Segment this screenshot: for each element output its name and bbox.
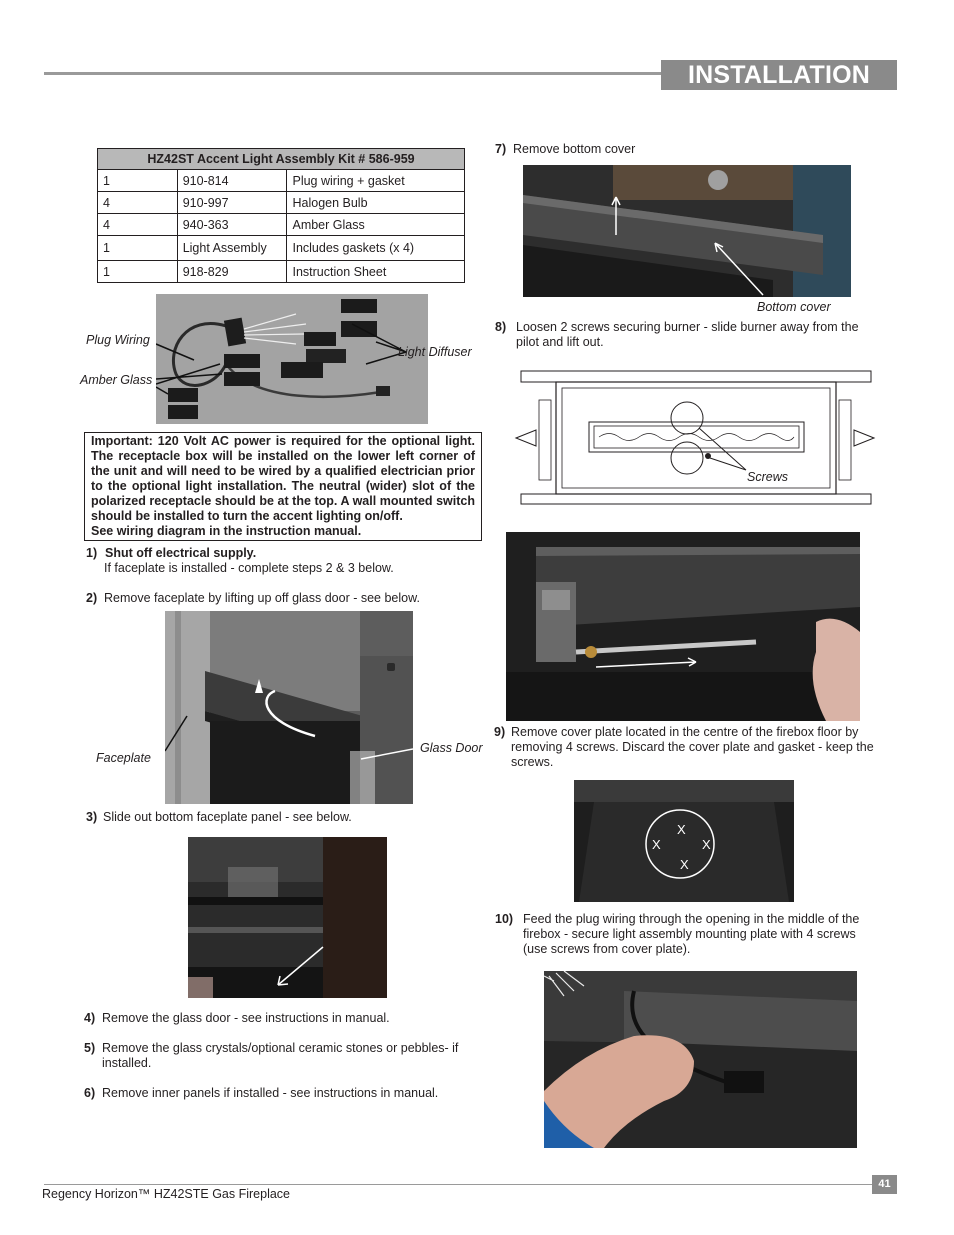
plug-wiring-illustration bbox=[544, 971, 857, 1148]
qty-cell: 4 bbox=[98, 214, 178, 236]
step-2-text: Remove faceplate by lifting up off glass door - see below. bbox=[104, 591, 420, 605]
burner-removal-illustration bbox=[506, 532, 860, 721]
bottom-cover-photo bbox=[523, 165, 851, 297]
table-row bbox=[98, 236, 465, 261]
footer-rule bbox=[44, 1184, 872, 1185]
page-title: INSTALLATION bbox=[687, 61, 870, 89]
footer-product-name: Regency Horizon™ HZ42STE Gas Fireplace bbox=[42, 1187, 291, 1201]
part-cell: Light Assembly bbox=[177, 236, 287, 261]
qty-cell: 1 bbox=[98, 236, 178, 261]
label-bottom-cover: Bottom cover bbox=[757, 300, 831, 314]
qty-cell: 1 bbox=[98, 170, 178, 192]
header-rule bbox=[44, 72, 662, 75]
step-5-number: 5) bbox=[84, 1041, 96, 1055]
label-amber-glass: Amber Glass bbox=[80, 373, 153, 387]
step-9-text: Remove cover plate located in the centre of the firebox floor by removing 4 screws. Discard the cover plate and gasket - keep the screws. bbox=[511, 725, 874, 769]
bottom-faceplate-photo bbox=[188, 837, 387, 998]
qty-cell: 1 bbox=[98, 261, 178, 283]
plug-wiring-photo bbox=[544, 971, 857, 1148]
important-see-text: See wiring diagram in the instruction manual. bbox=[91, 524, 362, 538]
step-10-number: 10) bbox=[495, 912, 514, 926]
step-5-text: Remove the glass crystals/optional ceramic stones or pebbles- if installed. bbox=[102, 1041, 459, 1070]
desc-cell: Amber Glass bbox=[287, 214, 465, 236]
step-1-number: 1) bbox=[86, 546, 98, 560]
burner-removal-photo bbox=[506, 532, 860, 721]
label-screws: Screws bbox=[747, 470, 788, 484]
faceplate-photo bbox=[165, 611, 413, 804]
screw-mark-bottom: X bbox=[680, 857, 689, 872]
label-light-diffuser: Light Diffuser bbox=[398, 345, 472, 359]
table-row bbox=[98, 192, 465, 214]
table-row bbox=[98, 214, 465, 236]
kit-table-title-row bbox=[98, 149, 465, 170]
step-8-text: Loosen 2 screws securing burner - slide burner away from the pilot and lift out. bbox=[516, 320, 859, 349]
step-2-number: 2) bbox=[86, 591, 98, 605]
qty-cell: 4 bbox=[98, 192, 178, 214]
step-7-text: Remove bottom cover bbox=[513, 142, 636, 156]
step-10-text: Feed the plug wiring through the opening in the middle of the firebox - secure light assembly mounting plate with 4 screws (use screws from cover plate). bbox=[523, 912, 860, 956]
part-cell: 940-363 bbox=[177, 214, 287, 236]
label-faceplate: Faceplate bbox=[96, 751, 151, 765]
desc-cell: Plug wiring + gasket bbox=[287, 170, 465, 192]
step-3-text: Slide out bottom faceplate panel - see below. bbox=[103, 810, 352, 824]
screw-mark-left: X bbox=[652, 837, 661, 852]
important-text: Important: 120 Volt AC power is required for the optional light. The receptacle box will be installed on the lower left corner of the unit and will need to be wired by a qualified electrician prior to the optional light installation. The neutral (wider) slot of the polarized receptacle should be at the top. A wall mounted switch should be installed to turn the accent lighting on/off. bbox=[91, 434, 475, 523]
step-1-title: Shut off electrical supply. bbox=[105, 546, 257, 560]
desc-cell: Instruction Sheet bbox=[287, 261, 465, 283]
part-cell: 910-814 bbox=[177, 170, 287, 192]
burner-line-drawing bbox=[514, 370, 876, 506]
kit-components-illustration bbox=[156, 294, 428, 424]
burner-diagram bbox=[514, 370, 876, 506]
kit-parts-table bbox=[97, 148, 465, 283]
step-6-number: 6) bbox=[84, 1086, 96, 1100]
cover-plate-illustration bbox=[574, 780, 794, 902]
screw-mark-right: X bbox=[702, 837, 711, 852]
faceplate-illustration bbox=[165, 611, 413, 804]
table-row bbox=[98, 261, 465, 283]
kit-table-title: HZ42ST Accent Light Assembly Kit # 586-959 bbox=[98, 149, 465, 170]
cover-plate-photo bbox=[574, 780, 794, 902]
step-8-number: 8) bbox=[495, 320, 507, 334]
important-notice bbox=[84, 432, 482, 541]
page-number: 41 bbox=[872, 1175, 897, 1194]
screw-mark-top: X bbox=[677, 822, 686, 837]
step-4-text: Remove the glass door - see instructions in manual. bbox=[102, 1011, 390, 1025]
part-cell: 918-829 bbox=[177, 261, 287, 283]
step-6-text: Remove inner panels if installed - see instructions in manual. bbox=[102, 1086, 439, 1100]
step-3-number: 3) bbox=[86, 810, 98, 824]
label-glass-door: Glass Door bbox=[420, 741, 483, 755]
table-row bbox=[98, 170, 465, 192]
bottom-cover-illustration bbox=[523, 165, 851, 297]
label-plug-wiring: Plug Wiring bbox=[86, 333, 150, 347]
step-9-number: 9) bbox=[494, 725, 506, 739]
bottom-faceplate-illustration bbox=[188, 837, 387, 998]
step-4-number: 4) bbox=[84, 1011, 96, 1025]
kit-components-photo bbox=[156, 294, 428, 424]
part-cell: 910-997 bbox=[177, 192, 287, 214]
desc-cell: Halogen Bulb bbox=[287, 192, 465, 214]
desc-cell: Includes gaskets (x 4) bbox=[287, 236, 465, 261]
step-1-text: If faceplate is installed - complete steps 2 & 3 below. bbox=[104, 561, 394, 575]
step-7-number: 7) bbox=[495, 142, 507, 156]
